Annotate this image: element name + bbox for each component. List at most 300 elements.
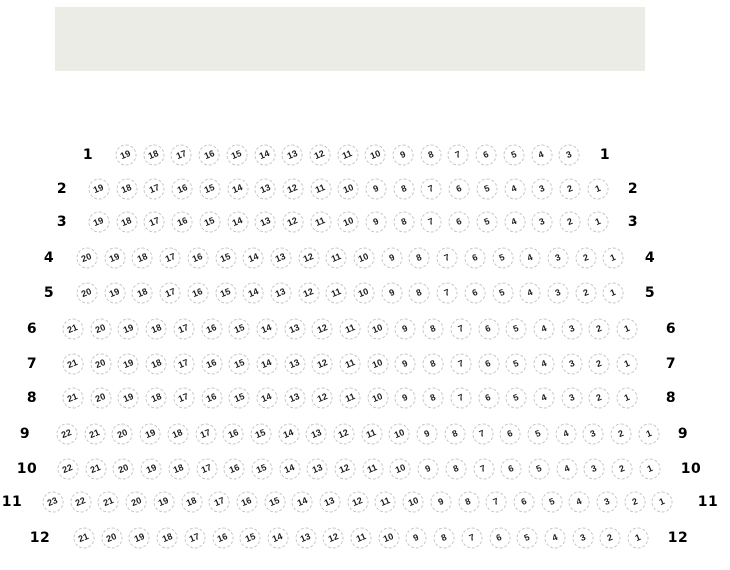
seat[interactable]: [57, 424, 78, 445]
seat[interactable]: [347, 492, 368, 513]
seat-number: 7: [426, 215, 436, 228]
seat-number: 12: [315, 391, 329, 405]
seat[interactable]: [504, 179, 525, 200]
seat-number: 7: [426, 182, 436, 195]
seat[interactable]: [395, 354, 416, 375]
seat-number: 12: [315, 322, 329, 336]
row-label-left: 12: [29, 530, 51, 546]
seat[interactable]: [478, 319, 499, 340]
seat[interactable]: [478, 388, 499, 409]
seat[interactable]: [603, 283, 624, 304]
seat[interactable]: [312, 388, 333, 409]
seat[interactable]: [141, 459, 162, 480]
row-label-left: 10: [16, 461, 38, 477]
seat[interactable]: [559, 145, 580, 166]
seat-number: 5: [547, 495, 556, 508]
seat[interactable]: [118, 388, 139, 409]
seat-number: 3: [602, 495, 612, 508]
row-label-left: 9: [19, 426, 31, 442]
seat[interactable]: [256, 319, 277, 340]
seat[interactable]: [611, 424, 632, 445]
seat[interactable]: [270, 283, 291, 304]
seat[interactable]: [464, 283, 485, 304]
seat[interactable]: [146, 319, 167, 340]
seat[interactable]: [132, 248, 153, 269]
seat[interactable]: [390, 459, 411, 480]
seat[interactable]: [171, 145, 192, 166]
seat[interactable]: [532, 179, 553, 200]
seat[interactable]: [335, 459, 356, 480]
seat[interactable]: [187, 283, 208, 304]
seat-number: 4: [539, 357, 548, 370]
seat[interactable]: [561, 388, 582, 409]
seat[interactable]: [395, 388, 416, 409]
seat[interactable]: [423, 354, 444, 375]
seat[interactable]: [492, 248, 513, 269]
seat[interactable]: [589, 354, 610, 375]
seat[interactable]: [172, 212, 193, 233]
seat-number: 9: [411, 531, 421, 544]
seat-number: 9: [423, 462, 433, 475]
seat[interactable]: [340, 319, 361, 340]
seat[interactable]: [167, 424, 188, 445]
seat[interactable]: [310, 179, 331, 200]
seat-number: 5: [511, 322, 521, 335]
seat-number: 21: [88, 462, 103, 476]
seat[interactable]: [90, 388, 111, 409]
seat[interactable]: [77, 248, 98, 269]
seat[interactable]: [309, 145, 330, 166]
seat[interactable]: [444, 424, 465, 445]
seat[interactable]: [250, 424, 271, 445]
seat[interactable]: [215, 248, 236, 269]
seat[interactable]: [559, 212, 580, 233]
seat[interactable]: [181, 492, 202, 513]
seat[interactable]: [160, 248, 181, 269]
seat[interactable]: [144, 179, 165, 200]
seat[interactable]: [116, 145, 137, 166]
seat-number: 12: [315, 357, 329, 371]
seat[interactable]: [157, 528, 178, 549]
seat[interactable]: [284, 319, 305, 340]
seat[interactable]: [450, 319, 471, 340]
seat[interactable]: [561, 354, 582, 375]
seat-number: 6: [481, 148, 491, 161]
seat[interactable]: [500, 424, 521, 445]
seat-number: 2: [630, 495, 639, 508]
seat-number: 11: [378, 495, 392, 508]
seat[interactable]: [98, 492, 119, 513]
seat[interactable]: [464, 248, 485, 269]
seat[interactable]: [295, 528, 316, 549]
seat[interactable]: [187, 248, 208, 269]
seat[interactable]: [282, 212, 303, 233]
seat[interactable]: [367, 354, 388, 375]
seat[interactable]: [160, 283, 181, 304]
seat[interactable]: [561, 319, 582, 340]
seat-number: 15: [267, 495, 281, 509]
seat[interactable]: [504, 212, 525, 233]
seat[interactable]: [513, 492, 534, 513]
seat[interactable]: [476, 179, 497, 200]
seat-number: 3: [567, 391, 576, 404]
seat[interactable]: [227, 179, 248, 200]
seat[interactable]: [338, 212, 359, 233]
seat-number: 19: [121, 357, 135, 371]
seat[interactable]: [533, 319, 554, 340]
seat[interactable]: [472, 424, 493, 445]
seat-number: 12: [326, 531, 340, 545]
seat[interactable]: [90, 354, 111, 375]
seat-number: 4: [510, 215, 519, 228]
seat[interactable]: [365, 145, 386, 166]
seat[interactable]: [236, 492, 257, 513]
seat[interactable]: [256, 388, 277, 409]
seat[interactable]: [638, 424, 659, 445]
seat[interactable]: [101, 528, 122, 549]
seat[interactable]: [445, 459, 466, 480]
seat-number: 3: [553, 286, 562, 299]
seat[interactable]: [306, 424, 327, 445]
seat[interactable]: [600, 528, 621, 549]
seat[interactable]: [366, 179, 387, 200]
seat[interactable]: [587, 179, 608, 200]
seat[interactable]: [476, 145, 497, 166]
seat[interactable]: [587, 212, 608, 233]
seat[interactable]: [395, 319, 416, 340]
seat[interactable]: [547, 283, 568, 304]
seat[interactable]: [251, 459, 272, 480]
seat[interactable]: [199, 212, 220, 233]
seat-number: 16: [215, 531, 229, 545]
seat[interactable]: [146, 354, 167, 375]
seat[interactable]: [417, 424, 438, 445]
seat[interactable]: [575, 283, 596, 304]
seat[interactable]: [256, 354, 277, 375]
seat[interactable]: [418, 459, 439, 480]
seat[interactable]: [381, 283, 402, 304]
seat[interactable]: [284, 354, 305, 375]
row-label-left: 4: [43, 250, 55, 266]
seat[interactable]: [520, 283, 541, 304]
seat[interactable]: [224, 459, 245, 480]
seat-number: 10: [370, 391, 385, 405]
seat[interactable]: [63, 354, 84, 375]
seat[interactable]: [531, 145, 552, 166]
seat-number: 7: [467, 531, 476, 544]
seat[interactable]: [312, 319, 333, 340]
seat-number: 20: [80, 251, 94, 265]
seat[interactable]: [267, 528, 288, 549]
seat[interactable]: [486, 492, 507, 513]
seat[interactable]: [70, 492, 91, 513]
seat[interactable]: [612, 459, 633, 480]
seat-number: 1: [633, 531, 643, 544]
seat[interactable]: [517, 528, 538, 549]
seat[interactable]: [559, 179, 580, 200]
seat[interactable]: [201, 388, 222, 409]
seat[interactable]: [421, 179, 442, 200]
seat[interactable]: [229, 354, 250, 375]
seat[interactable]: [624, 492, 645, 513]
seat[interactable]: [501, 459, 522, 480]
seat[interactable]: [126, 492, 147, 513]
seat[interactable]: [393, 145, 414, 166]
seat[interactable]: [381, 248, 402, 269]
seat-number: 3: [578, 531, 587, 544]
seat[interactable]: [146, 388, 167, 409]
seat[interactable]: [140, 424, 161, 445]
seat[interactable]: [223, 424, 244, 445]
seat[interactable]: [340, 388, 361, 409]
seat[interactable]: [423, 319, 444, 340]
seat[interactable]: [617, 388, 638, 409]
seat[interactable]: [583, 424, 604, 445]
seat[interactable]: [104, 283, 125, 304]
seat-number: 16: [204, 322, 218, 336]
seat[interactable]: [492, 283, 513, 304]
seat[interactable]: [85, 459, 106, 480]
seat[interactable]: [393, 179, 414, 200]
seat[interactable]: [284, 388, 305, 409]
seat-number: 12: [286, 215, 300, 229]
seat[interactable]: [292, 492, 313, 513]
seat[interactable]: [310, 212, 331, 233]
seat[interactable]: [389, 424, 410, 445]
seat[interactable]: [196, 459, 217, 480]
seat-number: 8: [428, 391, 438, 404]
seat-number: 21: [66, 357, 80, 371]
seat[interactable]: [367, 319, 388, 340]
seat[interactable]: [489, 528, 510, 549]
seat[interactable]: [63, 388, 84, 409]
seat[interactable]: [367, 388, 388, 409]
seat[interactable]: [448, 145, 469, 166]
seat-number: 8: [464, 495, 473, 508]
seat[interactable]: [450, 388, 471, 409]
seat[interactable]: [282, 145, 303, 166]
seat[interactable]: [229, 388, 250, 409]
seat[interactable]: [361, 424, 382, 445]
seat[interactable]: [173, 388, 194, 409]
row-label-right: 7: [665, 356, 677, 372]
seat[interactable]: [409, 248, 430, 269]
seat[interactable]: [520, 248, 541, 269]
seat[interactable]: [603, 248, 624, 269]
seat[interactable]: [226, 145, 247, 166]
seat[interactable]: [255, 179, 276, 200]
seat[interactable]: [112, 424, 133, 445]
seat[interactable]: [437, 283, 458, 304]
seat[interactable]: [240, 528, 261, 549]
seat[interactable]: [326, 248, 347, 269]
seat[interactable]: [270, 248, 291, 269]
seat[interactable]: [89, 179, 110, 200]
seat[interactable]: [195, 424, 216, 445]
seat[interactable]: [617, 319, 638, 340]
seat[interactable]: [476, 212, 497, 233]
seat[interactable]: [143, 145, 164, 166]
seat[interactable]: [503, 145, 524, 166]
seat[interactable]: [628, 528, 649, 549]
seat-number: 8: [450, 427, 459, 440]
seat[interactable]: [298, 283, 319, 304]
seat[interactable]: [307, 459, 328, 480]
seat[interactable]: [278, 424, 299, 445]
seat[interactable]: [569, 492, 590, 513]
seat[interactable]: [199, 145, 220, 166]
seat[interactable]: [74, 528, 95, 549]
seat[interactable]: [334, 424, 355, 445]
seat[interactable]: [144, 212, 165, 233]
seat[interactable]: [506, 354, 527, 375]
seat[interactable]: [544, 528, 565, 549]
seat[interactable]: [254, 145, 275, 166]
seat[interactable]: [340, 354, 361, 375]
seat[interactable]: [541, 492, 562, 513]
seat[interactable]: [575, 248, 596, 269]
seat[interactable]: [172, 179, 193, 200]
seat[interactable]: [478, 354, 499, 375]
seat[interactable]: [153, 492, 174, 513]
seat[interactable]: [77, 283, 98, 304]
seat[interactable]: [104, 248, 125, 269]
seat[interactable]: [132, 283, 153, 304]
seat-number: 20: [93, 357, 108, 371]
seat[interactable]: [255, 212, 276, 233]
seat[interactable]: [652, 492, 673, 513]
seat[interactable]: [409, 283, 430, 304]
seat[interactable]: [589, 319, 610, 340]
seat[interactable]: [215, 283, 236, 304]
seat-number: 7: [491, 495, 501, 508]
seat[interactable]: [312, 354, 333, 375]
seat[interactable]: [366, 212, 387, 233]
seat[interactable]: [118, 354, 139, 375]
seat[interactable]: [378, 528, 399, 549]
seat[interactable]: [532, 212, 553, 233]
seat[interactable]: [84, 424, 105, 445]
seat[interactable]: [129, 528, 150, 549]
seat[interactable]: [89, 212, 110, 233]
seat[interactable]: [597, 492, 618, 513]
seat[interactable]: [584, 459, 605, 480]
seat[interactable]: [533, 354, 554, 375]
seat-number: 3: [537, 215, 547, 228]
seat-number: 8: [399, 182, 408, 195]
seat[interactable]: [63, 319, 84, 340]
seat[interactable]: [298, 248, 319, 269]
seat[interactable]: [199, 179, 220, 200]
seat[interactable]: [473, 459, 494, 480]
seat[interactable]: [423, 388, 444, 409]
seat[interactable]: [555, 424, 576, 445]
seat-number: 1: [593, 182, 602, 195]
seat[interactable]: [639, 459, 660, 480]
seat[interactable]: [528, 459, 549, 480]
seat-number: 18: [149, 391, 163, 405]
seat-number: 17: [174, 148, 188, 162]
seat[interactable]: [393, 212, 414, 233]
seat[interactable]: [506, 388, 527, 409]
seat[interactable]: [173, 319, 194, 340]
seat-number: 6: [519, 495, 528, 508]
seat-number: 16: [226, 427, 240, 441]
seat[interactable]: [173, 354, 194, 375]
seat[interactable]: [430, 492, 451, 513]
seat[interactable]: [449, 212, 470, 233]
seat[interactable]: [168, 459, 189, 480]
seat[interactable]: [461, 528, 482, 549]
seat[interactable]: [375, 492, 396, 513]
seat[interactable]: [90, 319, 111, 340]
seat[interactable]: [547, 248, 568, 269]
seat[interactable]: [354, 283, 375, 304]
seat[interactable]: [351, 528, 372, 549]
seat-number: 2: [616, 427, 626, 440]
seat-number: 16: [227, 462, 241, 476]
seat[interactable]: [212, 528, 233, 549]
seat[interactable]: [118, 319, 139, 340]
seat[interactable]: [243, 283, 264, 304]
seat[interactable]: [527, 424, 548, 445]
seat[interactable]: [421, 212, 442, 233]
seat[interactable]: [229, 319, 250, 340]
seat[interactable]: [406, 528, 427, 549]
seat[interactable]: [116, 179, 137, 200]
seat[interactable]: [282, 179, 303, 200]
seat[interactable]: [533, 388, 554, 409]
seat[interactable]: [337, 145, 358, 166]
seat[interactable]: [449, 179, 470, 200]
seat[interactable]: [362, 459, 383, 480]
seat-number: 10: [370, 322, 385, 336]
seat[interactable]: [116, 212, 137, 233]
seat[interactable]: [43, 492, 64, 513]
seat-number: 10: [393, 462, 407, 476]
seat[interactable]: [589, 388, 610, 409]
seat[interactable]: [58, 459, 79, 480]
seat[interactable]: [420, 145, 441, 166]
seat[interactable]: [437, 248, 458, 269]
seat[interactable]: [326, 283, 347, 304]
seat[interactable]: [209, 492, 230, 513]
seat[interactable]: [184, 528, 205, 549]
seat-number: 11: [354, 531, 368, 544]
seat[interactable]: [201, 354, 222, 375]
seat[interactable]: [338, 179, 359, 200]
seat[interactable]: [572, 528, 593, 549]
seat[interactable]: [450, 354, 471, 375]
seat[interactable]: [264, 492, 285, 513]
seat[interactable]: [354, 248, 375, 269]
seat-number: 5: [509, 148, 518, 161]
seat[interactable]: [323, 528, 344, 549]
seat[interactable]: [113, 459, 134, 480]
seat[interactable]: [243, 248, 264, 269]
seat[interactable]: [403, 492, 424, 513]
seat[interactable]: [506, 319, 527, 340]
seat[interactable]: [320, 492, 341, 513]
seat[interactable]: [434, 528, 455, 549]
seat-number: 5: [533, 427, 542, 440]
seat[interactable]: [201, 319, 222, 340]
seat[interactable]: [617, 354, 638, 375]
seat[interactable]: [458, 492, 479, 513]
seat[interactable]: [279, 459, 300, 480]
seat[interactable]: [556, 459, 577, 480]
seat[interactable]: [227, 212, 248, 233]
